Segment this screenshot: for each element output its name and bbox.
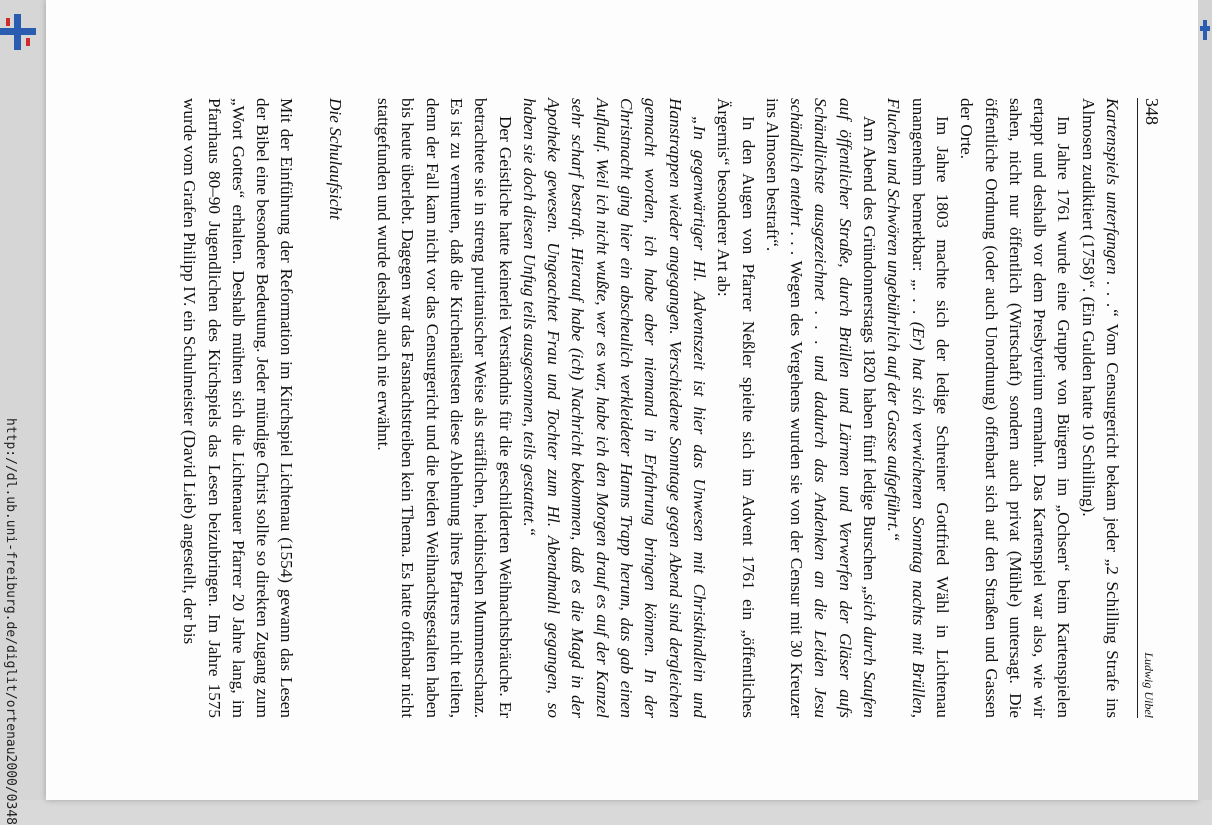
- text-run: Mit der Einführung der Reformation im Kirchspiel Lichtenau (1554) gewann das Lesen der Bibel eine besondere Bedeutung. Jeder mündige Christ sollte so direkten Zugang zum „Wort Gottes“ erhalten. Deshalb mühten sich die Lichtenauer Pfarrer 20 Jahre lang, im Pfarrhaus 80–90 Jugendlichen des Kirchspiels das Lesen beizubringen. Im Jahre 1575 wurde vom Grafen Philipp IV. ein Schulmeister (David Lieb) angestellt, der bis: [180, 98, 297, 718]
- italic-text: sich durch Saufen auf öffentlicher Straße, durch Brüllen und Lärmen und Verwerfen der Gläser aufs Schändlichste ausgezeichnet . . . und dadurch das Andenken an die Leiden Jesu schändlich entehrt . . .: [787, 98, 880, 718]
- paragraph: [177, 98, 298, 718]
- italic-text: „In gegenwärtiger Hl. Adventszeit ist hier das Unwesen mit Christkindlein und Hanstrappen wieder angegangen. Verschiedene Sonntage gegen Abend sind dergleichen gemacht worden, ich habe aber niemand in Erfahrung bringen können. In der Christnacht ging hier ein abscheulich verkleideter Hanns Trapp herum, das gab einen Auflauf. Weil ich nicht wußte, wer es war, habe ich den Morgen drauf es auf der Kanzel sehr scharf bestraft. Hierauf habe (ich) Nachricht bekommen, daß es die Magd in der Apotheke gewesen. Ungeachtet Frau und Tochter zum Hl. Abendmahl gegangen, so haben sie doch diesen Unfug teils ausgesonnen, teils gestattet.“: [519, 98, 709, 718]
- paragraph: [954, 98, 1075, 718]
- running-head: Ludwig Uibel: [1142, 652, 1156, 718]
- rotated-page-content: [46, 0, 1198, 800]
- text-run: Der Geistliche hatte keinerlei Verständnis für die geschilderten Weihnachtsbräuche. Er betrachtete sie in streng puritanischer Weise als sträflichen, heidnischen Mummenschanz. Es ist zu vermuten, daß die Kirchenältesten diese Ablehnung ihres Pfarrers nicht teilten, denn der Fall kam nicht vor das Censurgericht und die beiden Weihnachtsgestalten haben bis heute überlebt. Dagegen war das Fasnachtstreiben kein Thema. Es hatte offenbar nicht stattgefunden und wurde deshalb auch nie erwähnt.: [374, 98, 515, 718]
- italic-text: Kartenspiels unterfangen . . .“: [1103, 98, 1122, 318]
- italic-text: Die Schulaufsicht: [325, 98, 345, 220]
- viewer-left-margin: [0, 0, 46, 825]
- page-number: 348: [1142, 98, 1162, 125]
- paragraph: [517, 98, 711, 718]
- page-edge-mark-icon: [1200, 20, 1210, 40]
- text-run: Am Abend des Gründonnerstags 1820 haben fünf ledige Burschen „: [860, 116, 880, 594]
- text-run: Im Jahre 1761 wurde eine Gruppe von Bürgern im „Ochsen“ beim Kartenspielen ertappt und deshalb vor dem Presbyterium ermahnt. Das Kartenspiel war also, wie wir sahen, nicht nur öffentlich (Wirtschaft) sondern auch privat (Mühle) untersagt. Die öffentliche Ordnung (oder auch Unordnung) offenbart sich auf den Straßen und Gassen der Orte.: [957, 98, 1074, 718]
- body-text: [177, 98, 1124, 718]
- text-run: Wegen des Vergehens wurden sie von der Censur mit 30 Kreuzer ins Almosen bestraft“.: [762, 98, 807, 719]
- page-header: [1137, 98, 1160, 718]
- source-url[interactable]: http://dl.ub.uni-freiburg.de/diglit/ortenau2000/0348: [3, 418, 18, 825]
- copyright-notice: [0, 560, 1, 776]
- scanned-page: [46, 0, 1198, 800]
- italic-text: (Er) hat sich verwichenen Sonntag nachts mit Brüllen, Fluchen und Schwören ungebührlich auf der Gasse aufgeführt.“: [884, 98, 928, 718]
- text-run: In den Augen von Pfarrer Neßler spielte sich im Advent 1761 ein „öffentliches Ärgernis“ besonderer Art ab:: [714, 98, 758, 718]
- library-logo-icon: [0, 14, 36, 50]
- viewer-right-margin: [1198, 0, 1212, 800]
- paragraph: [711, 98, 760, 718]
- section-title: [323, 98, 347, 718]
- text-run: Im Jahre 1803 machte sich der ledige Schreiner Gottfried Wähl in Lichtenau unangenehm bemerkbar: „. . .: [908, 98, 952, 718]
- paragraph: [760, 98, 881, 718]
- paragraph: [1075, 98, 1124, 718]
- paragraph: [371, 98, 517, 718]
- paragraph: [881, 98, 954, 718]
- text-run: Vom Censurgericht bekam jeder „2 Schilling Strafe ins Almosen zudiktiert (1758)“. (Ein Gulden hatte 10 Schilling).: [1078, 98, 1122, 719]
